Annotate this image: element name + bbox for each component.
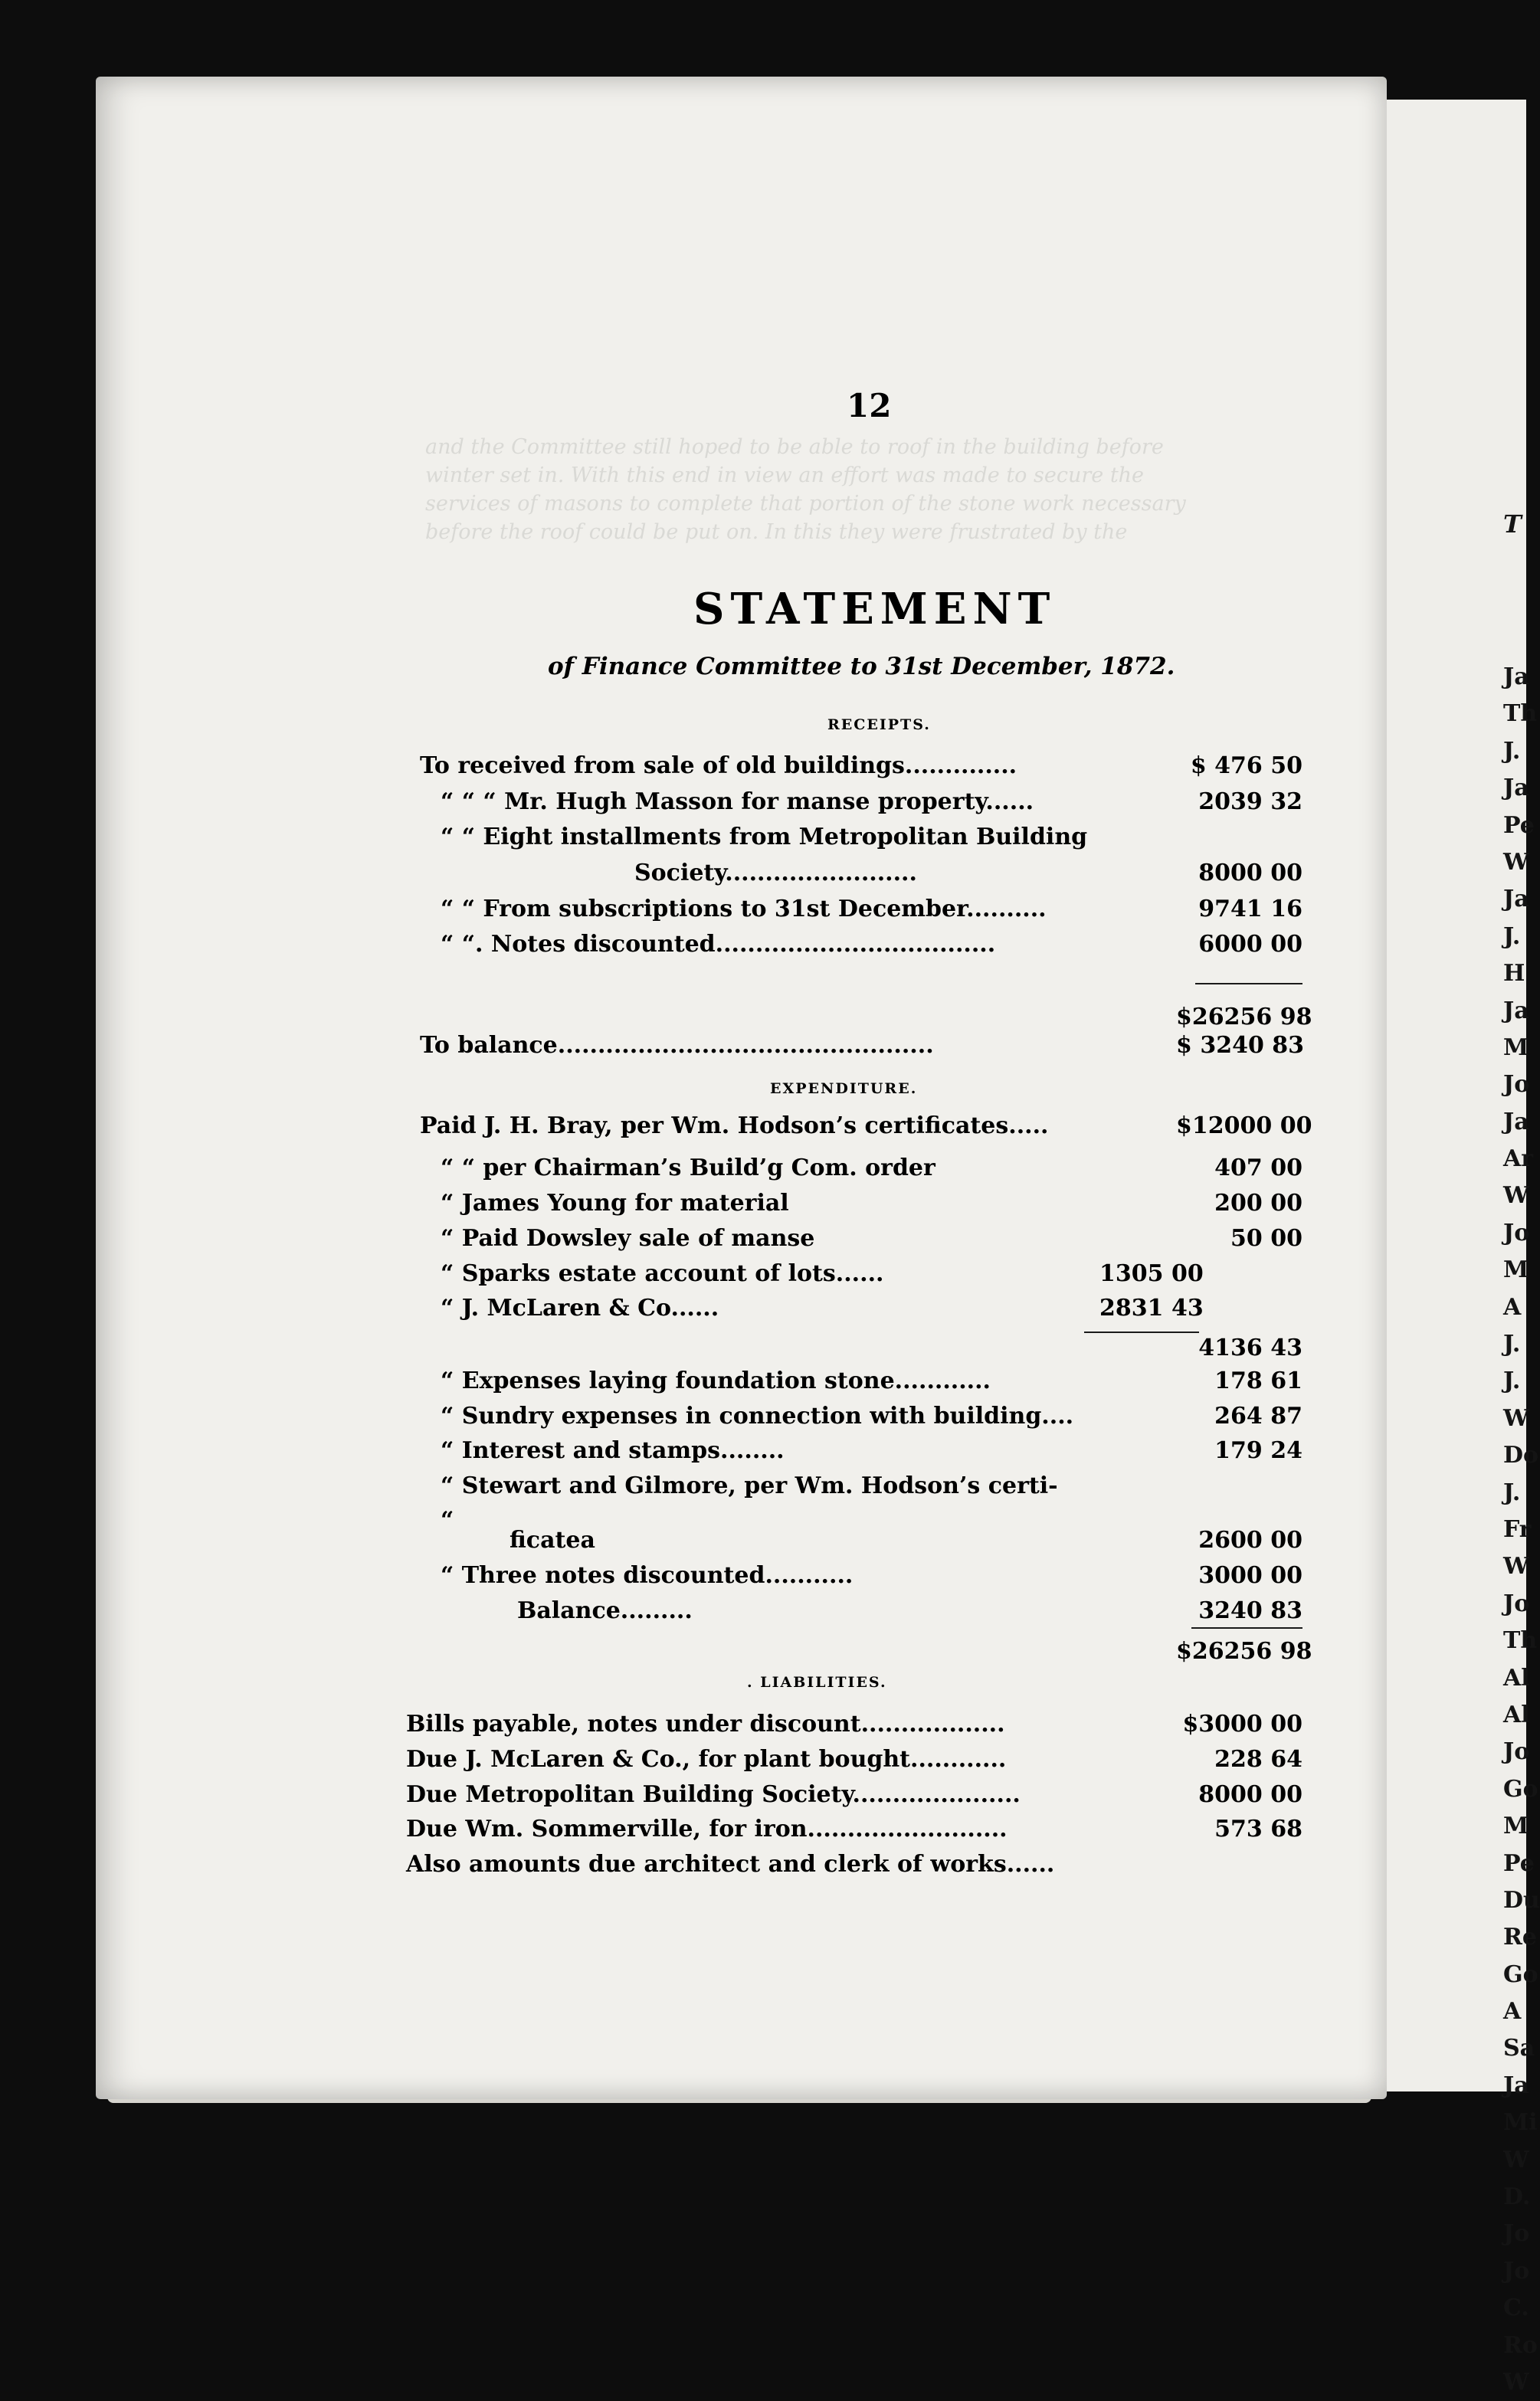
facing-page-fragment: Jo xyxy=(1503,2257,1530,2285)
facing-page-fragment: A xyxy=(1503,1998,1522,2026)
facing-page-fragment: Ar xyxy=(1503,1145,1534,1173)
page-title: STATEMENT xyxy=(693,584,1057,634)
facing-page-fragment: J. xyxy=(1503,922,1521,950)
facing-page-fragment: M xyxy=(1503,1256,1529,1284)
facing-page-fragment: Ja xyxy=(1503,1108,1529,1135)
facing-page-fragment: Fr xyxy=(1503,1515,1532,1543)
facing-page-fragment: Ja xyxy=(1503,663,1529,690)
facing-page-fragment: Go xyxy=(1503,1775,1538,1803)
facing-page-fragment: J. xyxy=(1503,1368,1521,1395)
facing-page-fragment: W xyxy=(1503,848,1529,876)
facing-page-fragment: Jo xyxy=(1503,1590,1530,1617)
facing-page-fragment: Pe xyxy=(1503,1849,1535,1877)
facing-page-fragment: Ja xyxy=(1503,886,1529,913)
facing-page-column xyxy=(1503,659,1540,2401)
liabilities-heading: . LIABILITIES. xyxy=(747,1674,887,1691)
facing-page-fragment: W xyxy=(1503,1553,1529,1580)
facing-page-fragment: Go xyxy=(1503,1960,1538,1988)
facing-page-fragment: W xyxy=(1503,1182,1529,1210)
facing-page-fragment: J. xyxy=(1503,1331,1521,1358)
facing-page-fragment: J. xyxy=(1503,737,1521,765)
page-number: 12 xyxy=(847,387,892,424)
facing-page-fragment: A xyxy=(1503,1293,1522,1321)
bleed-through-text: before the roof could be put on. In this they were frustrated by the xyxy=(425,520,1128,544)
bleed-through-text: and the Committee still hoped to be able to roof in the building before xyxy=(425,435,1164,459)
facing-page-fragment: Jo xyxy=(1503,1071,1530,1099)
facing-page-fragment: W xyxy=(1503,2146,1529,2173)
facing-page-fragment: H xyxy=(1503,960,1525,988)
facing-page-fragment: Ro xyxy=(1503,2331,1538,2359)
expenditure-heading: EXPENDITURE. xyxy=(770,1080,918,1097)
page-subtitle: of Finance Committee to 31st December, 1872. xyxy=(548,653,1175,680)
facing-page-fragment: Sa xyxy=(1503,2035,1535,2062)
receipts-heading: RECEIPTS. xyxy=(827,716,931,733)
facing-page-fragment: Du xyxy=(1503,1886,1540,1914)
facing-page-fragment: Do xyxy=(1503,1442,1539,1469)
facing-page-fragment: M xyxy=(1503,1813,1529,1840)
facing-page-fragment: Mi xyxy=(1503,2109,1538,2137)
bleed-through-text: winter set in. With this end in view an effort was made to secure the xyxy=(425,463,1145,487)
facing-page-fragment: D. xyxy=(1503,2183,1531,2211)
bleed-through-text: services of masons to complete that portion of the stone work necessary xyxy=(425,492,1186,516)
facing-page-fragment: Th xyxy=(1503,700,1538,728)
sum-rule xyxy=(1195,983,1302,984)
facing-page-fragment: W xyxy=(1503,1404,1529,1432)
facing-page-fragment: Jo xyxy=(1503,2220,1530,2248)
facing-page-fragment: Ja xyxy=(1503,2072,1529,2099)
facing-page-fragment: Pe xyxy=(1503,811,1535,839)
facing-page-heading: T xyxy=(1503,509,1522,539)
facing-page-fragment: W xyxy=(1503,2368,1529,2396)
facing-page-fragment: C. xyxy=(1503,2295,1529,2322)
facing-page-fragment: Re xyxy=(1503,1924,1538,1951)
facing-page-fragment: Al xyxy=(1503,1664,1530,1692)
facing-page-fragment: Jo xyxy=(1503,1219,1530,1246)
sum-rule xyxy=(1191,1627,1302,1629)
facing-page-fragment: Ja xyxy=(1503,775,1529,802)
facing-page-fragment: Jo xyxy=(1503,1738,1530,1766)
facing-page-fragment: M xyxy=(1503,1033,1529,1061)
facing-page-fragment: Al xyxy=(1503,1701,1530,1728)
facing-page-fragment: Th xyxy=(1503,1627,1538,1655)
facing-page-fragment: J. xyxy=(1503,1479,1521,1506)
facing-page-fragment: Ja xyxy=(1503,997,1529,1024)
